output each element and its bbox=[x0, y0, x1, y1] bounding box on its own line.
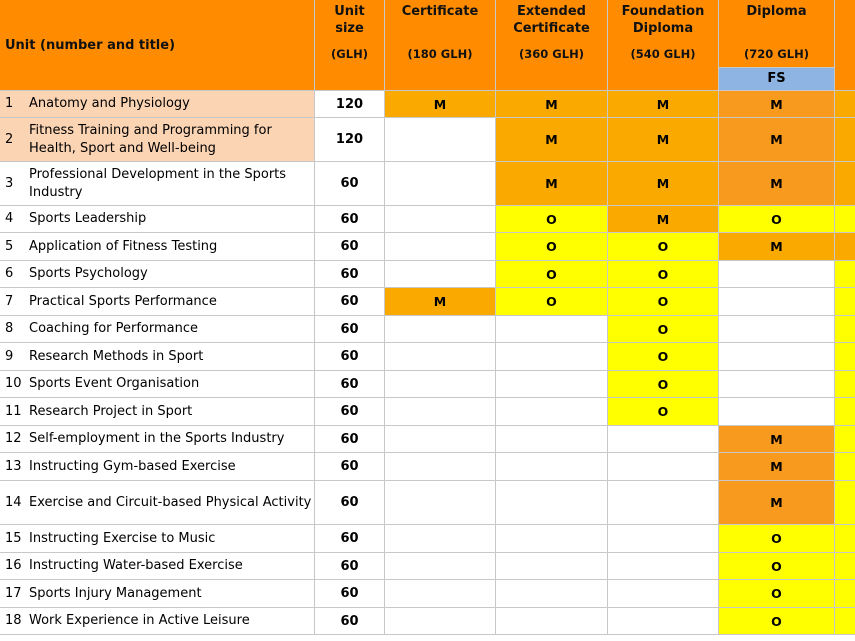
cell-certificate bbox=[385, 481, 496, 525]
cell-certificate bbox=[385, 206, 496, 233]
header-foundation-line2: Diploma bbox=[632, 21, 694, 36]
header-side-column bbox=[835, 0, 855, 91]
mark-optional: O bbox=[657, 266, 669, 282]
header-extended-line1: Extended bbox=[517, 4, 586, 19]
cell-diploma bbox=[719, 316, 835, 343]
unit-number: 3 bbox=[5, 175, 14, 191]
unit-cell bbox=[0, 481, 315, 525]
cell-certificate bbox=[385, 288, 496, 316]
unit-size-cell bbox=[315, 426, 385, 453]
unit-size-cell bbox=[315, 288, 385, 316]
cell-certificate bbox=[385, 453, 496, 481]
mark-mandatory: M bbox=[770, 431, 783, 447]
mark-optional: O bbox=[657, 239, 669, 254]
mark-optional: O bbox=[546, 294, 557, 309]
side-column-cell bbox=[835, 233, 855, 261]
side-column-cell bbox=[835, 343, 855, 371]
unit-size-cell bbox=[315, 580, 385, 608]
cell-extended-certificate bbox=[496, 398, 608, 426]
unit-title: Application of Fitness Testing bbox=[29, 238, 218, 254]
unit-cell bbox=[0, 398, 315, 426]
header-unit-label: Unit (number and title) bbox=[5, 37, 176, 53]
header-extended-certificate bbox=[496, 0, 608, 91]
unit-number: 16 bbox=[5, 558, 22, 573]
mark-mandatory: M bbox=[656, 132, 670, 147]
unit-number: 18 bbox=[5, 613, 22, 628]
cell-diploma bbox=[719, 453, 835, 481]
unit-title: Sports Event Organisation bbox=[29, 376, 200, 391]
cell-extended-certificate bbox=[496, 316, 608, 343]
cell-extended-certificate bbox=[496, 233, 608, 261]
cell-extended-certificate bbox=[496, 426, 608, 453]
unit-title: Fitness Training and Programming for Health, Sport and Well-being bbox=[29, 122, 272, 156]
mark-optional: O bbox=[771, 211, 782, 227]
unit-cell bbox=[0, 261, 315, 288]
header-foundation-diploma bbox=[608, 0, 719, 91]
unit-title: Professional Development in the Sports Industry bbox=[29, 166, 287, 200]
unit-title: Sports Leadership bbox=[29, 211, 147, 226]
unit-title: Sports Injury Management bbox=[29, 585, 202, 601]
cell-foundation-diploma bbox=[608, 580, 719, 608]
cell-certificate bbox=[385, 233, 496, 261]
header-diploma-line1: Diploma bbox=[746, 4, 807, 19]
cell-certificate bbox=[385, 343, 496, 371]
cell-certificate bbox=[385, 580, 496, 608]
header-size-line2: size bbox=[335, 21, 364, 36]
cell-extended-certificate bbox=[496, 162, 608, 206]
unit-number: 4 bbox=[5, 211, 14, 226]
cell-foundation-diploma bbox=[608, 453, 719, 481]
mark-optional: O bbox=[657, 349, 669, 364]
side-column-cell bbox=[835, 580, 855, 608]
unit-size-cell bbox=[315, 371, 385, 398]
mark-mandatory: M bbox=[770, 495, 783, 510]
unit-number: 2 bbox=[5, 131, 14, 147]
mark-mandatory: M bbox=[656, 176, 670, 191]
cell-certificate bbox=[385, 316, 496, 343]
header-diploma-fs bbox=[719, 68, 835, 91]
cell-certificate bbox=[385, 162, 496, 206]
cell-diploma bbox=[719, 481, 835, 525]
unit-size-value: 120 bbox=[335, 132, 364, 147]
unit-size-value: 120 bbox=[335, 96, 364, 112]
unit-title: Research Methods in Sport bbox=[29, 348, 204, 364]
cell-extended-certificate bbox=[496, 608, 608, 635]
unit-size-cell bbox=[315, 525, 385, 553]
unit-size-value: 60 bbox=[340, 613, 359, 629]
unit-number: 9 bbox=[5, 348, 14, 364]
unit-number: 5 bbox=[5, 238, 14, 254]
side-column-cell bbox=[835, 525, 855, 553]
header-size-glh: (GLH) bbox=[331, 47, 368, 61]
cell-extended-certificate bbox=[496, 453, 608, 481]
unit-title: Research Project in Sport bbox=[29, 403, 193, 419]
header-extended-line2: Certificate bbox=[513, 21, 590, 36]
unit-number: 15 bbox=[5, 530, 22, 546]
unit-size-cell bbox=[315, 233, 385, 261]
side-column-cell bbox=[835, 481, 855, 525]
cell-foundation-diploma bbox=[608, 608, 719, 635]
unit-title: Anatomy and Physiology bbox=[29, 96, 190, 111]
mark-optional: O bbox=[771, 558, 782, 574]
cell-certificate bbox=[385, 118, 496, 162]
unit-size-value: 60 bbox=[340, 376, 359, 392]
unit-size-value: 60 bbox=[340, 239, 359, 254]
unit-size-cell bbox=[315, 316, 385, 343]
mark-mandatory: M bbox=[545, 176, 558, 191]
header-foundation-glh: (540 GLH) bbox=[630, 47, 696, 61]
unit-cell bbox=[0, 371, 315, 398]
header-foundation-line1: Foundation bbox=[621, 4, 705, 19]
mark-mandatory: M bbox=[770, 176, 783, 191]
side-column-cell bbox=[835, 206, 855, 233]
cell-extended-certificate bbox=[496, 261, 608, 288]
cell-certificate bbox=[385, 371, 496, 398]
unit-title: Work Experience in Active Leisure bbox=[29, 613, 250, 628]
unit-size-cell bbox=[315, 261, 385, 288]
mark-optional: O bbox=[657, 404, 669, 419]
mark-optional: O bbox=[546, 239, 557, 254]
cell-diploma bbox=[719, 343, 835, 371]
unit-cell bbox=[0, 553, 315, 580]
unit-cell bbox=[0, 118, 315, 162]
unit-size-value: 60 bbox=[340, 404, 359, 419]
cell-foundation-diploma bbox=[608, 426, 719, 453]
unit-number: 11 bbox=[5, 403, 22, 419]
side-column-cell bbox=[835, 91, 855, 118]
unit-number: 6 bbox=[5, 266, 14, 281]
cell-foundation-diploma bbox=[608, 261, 719, 288]
cell-diploma bbox=[719, 206, 835, 233]
unit-size-cell bbox=[315, 343, 385, 371]
mark-mandatory: M bbox=[545, 96, 558, 112]
unit-cell bbox=[0, 426, 315, 453]
cell-extended-certificate bbox=[496, 371, 608, 398]
unit-cell bbox=[0, 580, 315, 608]
unit-cell bbox=[0, 162, 315, 206]
mark-optional: O bbox=[771, 586, 782, 601]
cell-foundation-diploma bbox=[608, 233, 719, 261]
cell-extended-certificate bbox=[496, 525, 608, 553]
cell-foundation-diploma bbox=[608, 553, 719, 580]
mark-mandatory: M bbox=[770, 459, 783, 474]
unit-cell bbox=[0, 91, 315, 118]
cell-extended-certificate bbox=[496, 343, 608, 371]
unit-number: 7 bbox=[5, 293, 14, 309]
cell-diploma bbox=[719, 261, 835, 288]
cell-diploma bbox=[719, 118, 835, 162]
cell-extended-certificate bbox=[496, 580, 608, 608]
cell-foundation-diploma bbox=[608, 162, 719, 206]
unit-number: 1 bbox=[5, 96, 14, 111]
unit-title: Self-employment in the Sports Industry bbox=[29, 431, 285, 446]
cell-foundation-diploma bbox=[608, 481, 719, 525]
mark-mandatory: M bbox=[770, 96, 783, 112]
cell-diploma bbox=[719, 91, 835, 118]
cell-foundation-diploma bbox=[608, 371, 719, 398]
cell-certificate bbox=[385, 525, 496, 553]
cell-certificate bbox=[385, 426, 496, 453]
cell-diploma bbox=[719, 162, 835, 206]
cell-foundation-diploma bbox=[608, 398, 719, 426]
unit-size-value: 60 bbox=[340, 321, 359, 337]
cell-diploma bbox=[719, 288, 835, 316]
cell-diploma bbox=[719, 426, 835, 453]
unit-size-value: 60 bbox=[340, 176, 359, 191]
unit-number: 8 bbox=[5, 321, 14, 336]
cell-extended-certificate bbox=[496, 206, 608, 233]
unit-size-cell bbox=[315, 453, 385, 481]
unit-title: Sports Psychology bbox=[29, 266, 148, 281]
unit-title: Instructing Gym-based Exercise bbox=[29, 458, 236, 474]
cell-certificate bbox=[385, 91, 496, 118]
unit-number: 10 bbox=[5, 376, 22, 391]
header-certificate-line1: Certificate bbox=[401, 4, 479, 19]
unit-cell bbox=[0, 343, 315, 371]
mark-mandatory: M bbox=[770, 239, 783, 254]
unit-size-cell bbox=[315, 162, 385, 206]
header-diploma bbox=[719, 0, 835, 68]
header-certificate-glh: (180 GLH) bbox=[407, 47, 473, 61]
unit-size-value: 60 bbox=[340, 531, 359, 546]
unit-size-value: 60 bbox=[340, 558, 359, 574]
header-diploma-glh: (720 GLH) bbox=[744, 47, 809, 61]
unit-number: 14 bbox=[5, 494, 22, 510]
header-fs-label: FS bbox=[767, 71, 786, 86]
cell-foundation-diploma bbox=[608, 525, 719, 553]
unit-title: Instructing Water-based Exercise bbox=[29, 558, 243, 573]
cell-extended-certificate bbox=[496, 481, 608, 525]
mark-mandatory: M bbox=[433, 294, 447, 309]
unit-cell bbox=[0, 206, 315, 233]
cell-certificate bbox=[385, 261, 496, 288]
cell-extended-certificate bbox=[496, 118, 608, 162]
header-unit bbox=[0, 0, 315, 91]
side-column-cell bbox=[835, 288, 855, 316]
cell-foundation-diploma bbox=[608, 91, 719, 118]
unit-title: Coaching for Performance bbox=[29, 321, 199, 336]
unit-cell bbox=[0, 453, 315, 481]
mark-optional: O bbox=[546, 211, 557, 227]
cell-foundation-diploma bbox=[608, 343, 719, 371]
unit-size-cell bbox=[315, 481, 385, 525]
side-column-cell bbox=[835, 453, 855, 481]
cell-diploma bbox=[719, 580, 835, 608]
cell-foundation-diploma bbox=[608, 316, 719, 343]
cell-extended-certificate bbox=[496, 288, 608, 316]
unit-size-value: 60 bbox=[340, 431, 359, 447]
cell-extended-certificate bbox=[496, 553, 608, 580]
mark-optional: O bbox=[546, 266, 557, 282]
unit-number: 13 bbox=[5, 458, 22, 474]
cell-extended-certificate bbox=[496, 91, 608, 118]
side-column-cell bbox=[835, 162, 855, 206]
side-column-cell bbox=[835, 608, 855, 635]
unit-size-value: 60 bbox=[340, 349, 359, 364]
mark-mandatory: M bbox=[433, 96, 447, 112]
mark-optional: O bbox=[657, 294, 669, 309]
side-column-cell bbox=[835, 398, 855, 426]
unit-number: 12 bbox=[5, 431, 22, 446]
cell-certificate bbox=[385, 608, 496, 635]
mark-mandatory: M bbox=[656, 211, 670, 227]
cell-certificate bbox=[385, 398, 496, 426]
unit-size-value: 60 bbox=[340, 586, 359, 601]
cell-certificate bbox=[385, 553, 496, 580]
unit-cell bbox=[0, 233, 315, 261]
mark-optional: O bbox=[657, 376, 669, 392]
cell-diploma bbox=[719, 525, 835, 553]
header-size-line1: Unit bbox=[334, 4, 365, 19]
side-column-cell bbox=[835, 553, 855, 580]
unit-cell bbox=[0, 525, 315, 553]
unit-size-value: 60 bbox=[340, 495, 359, 510]
unit-title: Practical Sports Performance bbox=[29, 293, 217, 309]
cell-foundation-diploma bbox=[608, 288, 719, 316]
side-column-cell bbox=[835, 316, 855, 343]
mark-optional: O bbox=[657, 321, 669, 337]
cell-diploma bbox=[719, 608, 835, 635]
cell-diploma bbox=[719, 371, 835, 398]
mark-mandatory: M bbox=[770, 132, 783, 147]
cell-foundation-diploma bbox=[608, 118, 719, 162]
side-column-cell bbox=[835, 118, 855, 162]
cell-diploma bbox=[719, 553, 835, 580]
unit-title: Instructing Exercise to Music bbox=[29, 530, 216, 546]
unit-size-cell bbox=[315, 91, 385, 118]
unit-title: Exercise and Circuit-based Physical Activity bbox=[29, 494, 312, 510]
unit-size-cell bbox=[315, 608, 385, 635]
cell-foundation-diploma bbox=[608, 206, 719, 233]
mark-optional: O bbox=[771, 531, 782, 546]
cell-diploma bbox=[719, 398, 835, 426]
unit-cell bbox=[0, 608, 315, 635]
unit-size-value: 60 bbox=[340, 459, 359, 474]
side-column-cell bbox=[835, 261, 855, 288]
unit-size-value: 60 bbox=[340, 266, 359, 282]
unit-size-value: 60 bbox=[340, 211, 359, 227]
unit-size-cell bbox=[315, 206, 385, 233]
unit-size-cell bbox=[315, 553, 385, 580]
header-certificate bbox=[385, 0, 496, 91]
header-unit-size bbox=[315, 0, 385, 91]
cell-diploma bbox=[719, 233, 835, 261]
unit-number: 17 bbox=[5, 585, 22, 601]
mark-optional: O bbox=[771, 613, 782, 629]
unit-size-value: 60 bbox=[340, 294, 359, 309]
unit-cell bbox=[0, 288, 315, 316]
mark-mandatory: M bbox=[545, 132, 558, 147]
side-column-cell bbox=[835, 426, 855, 453]
unit-size-cell bbox=[315, 398, 385, 426]
header-extended-glh: (360 GLH) bbox=[519, 47, 584, 61]
side-column-cell bbox=[835, 371, 855, 398]
mark-mandatory: M bbox=[656, 96, 670, 112]
unit-size-cell bbox=[315, 118, 385, 162]
unit-cell bbox=[0, 316, 315, 343]
